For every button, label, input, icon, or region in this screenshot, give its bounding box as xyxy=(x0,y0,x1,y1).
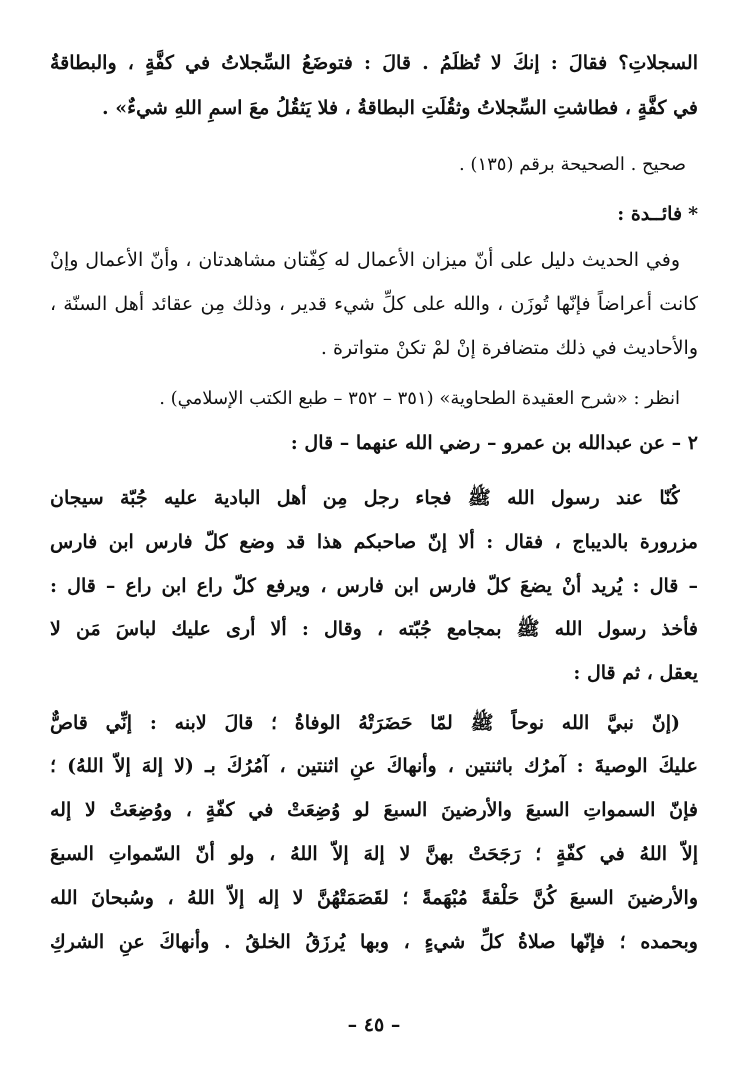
page-number: – ٤٥ – xyxy=(347,1014,401,1036)
text-line-14: يعقل ، ثم قال : xyxy=(573,662,698,684)
text-line-2: في كفَّةٍ ، فطاشتِ السِّجلاتُ وثقُلَتِ البطاقةُ ، فلا يَثقُلُ معَ اسمِ اللهِ شيءٌ» . xyxy=(102,97,698,119)
reference-line: انظر : «شرح العقيدة الطحاوية» (٣٥١ – ٣٥٢ – طبع الكتب الإسلامي) . xyxy=(159,388,680,409)
benefit-heading xyxy=(50,199,698,229)
text-line-3-authentication: صحيح . الصحيحة برقم (١٣٥) . xyxy=(458,154,686,175)
text-line-5: وفي الحديث دليل على أنّ ميزان الأعمال له كِفّتان مشاهدتان ، وأنّ الأعمال وإنْ xyxy=(50,249,680,271)
text-line-15: (إنّ نبيَّ الله نوحاً ﷺ لمّا حَضَرَتْهُ الوفاةُ ؛ قالَ لابنه : إنِّي قاصٌّ xyxy=(50,712,680,734)
text-line-6: كانت أعراضاً فإنّها تُوزَن ، والله على كلِّ شيء قدير ، وذلك مِن عقائد أهل السنّة ، xyxy=(50,293,698,315)
benefit-heading-label: فائــدة : xyxy=(617,203,683,225)
text-line-7: والأحاديث في ذلك متضافرة إنْ لمْ تكنْ متواترة . xyxy=(320,337,698,359)
text-line-10: كُنّا عند رسول الله ﷺ فجاء رجل مِن أهل البادية عليه جُبّة سيجان xyxy=(50,487,680,509)
text-line-16: عليكَ الوصيةَ : آمرُك باثنتين ، وأنهاكَ عنِ اثنتين ، آمُرُكَ بـ (لا إلهَ إلاّ اللهُ) ؛ xyxy=(50,755,698,777)
text-line-20: وبحمده ؛ فإنّها صلاةُ كلِّ شيءٍ ، وبها يُرزَقُ الخلقُ . وأنهاكَ عنِ الشركِ xyxy=(50,931,698,953)
text-line-1: السجلاتِ؟ فقالَ : إنكَ لا تُظلَمُ . قالَ : فتوضَعُ السِّجلاتُ في كفَّةٍ ، والبطاقةُ xyxy=(50,52,698,74)
text-line-11: مزرورة بالديباج ، فقال : ألا إنّ صاحبكم هذا قد وضع كلّ فارس ابن فارس xyxy=(50,531,698,553)
text-line-18: إلاّ اللهُ في كفّةٍ ؛ رَجَحَتْ بهنَّ لا إلهَ إلاّ اللهُ ، ولو أنّ السّمواتِ السبعَ xyxy=(50,843,698,865)
text-line-19: والأرضينَ السبعَ كُنَّ حَلْقةً مُبْهَمةً ؛ لقَصَمَتْهُنَّ لا إله إلاّ اللهُ ، وسُبحانَ الله xyxy=(50,887,698,909)
asterisk-icon: * xyxy=(688,203,698,225)
text-line-17: فإنّ السمواتِ السبعَ والأرضينَ السبعَ لو وُضِعَتْ في كفّةٍ ، ووُضِعَتْ لا إله xyxy=(50,799,698,821)
hadith-2-intro: ٢ – عن عبدالله بن عمرو – رضي الله عنهما – قال : xyxy=(290,432,698,454)
text-line-12: – قال : يُريد أنْ يضعَ كلّ فارس ابن فارس ، ويرفع كلّ راع ابن راع – قال : xyxy=(50,575,698,597)
text-line-13: فأخذ رسول الله ﷺ بمجامع جُبّته ، وقال : ألا أرى عليك لباسَ مَن لا xyxy=(50,618,698,640)
